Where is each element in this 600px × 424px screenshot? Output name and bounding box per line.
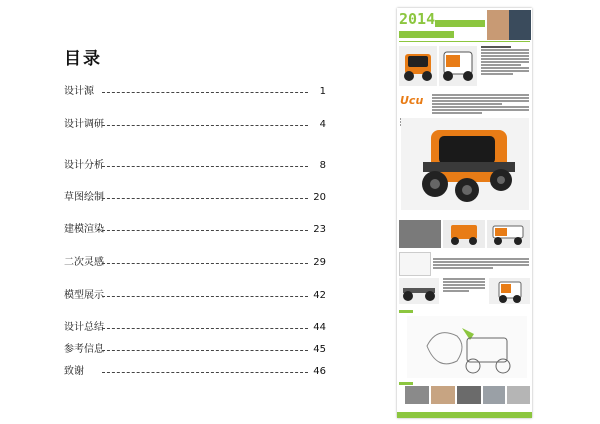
model-photo — [457, 386, 481, 404]
designer-photos — [487, 10, 531, 40]
toc-page: 29 — [313, 257, 326, 268]
vehicle-render-small — [439, 46, 477, 86]
toc-leader — [102, 328, 308, 329]
toc-row[interactable] — [64, 288, 326, 304]
toc-leader — [102, 125, 308, 126]
toc-row[interactable] — [64, 190, 326, 206]
toc-label: 设计分析 — [64, 160, 104, 171]
toc-label: 建模渲染 — [64, 224, 104, 235]
toc-leader — [102, 92, 308, 93]
toc-leader — [102, 263, 308, 264]
poster-header-bar — [435, 20, 485, 27]
vehicle-detail-render — [399, 220, 441, 248]
toc-page: 42 — [313, 290, 326, 301]
vehicle-detail-render — [489, 278, 530, 304]
toc-label: 致谢 — [64, 366, 84, 377]
toc-row[interactable] — [64, 222, 326, 238]
header-rule — [399, 41, 530, 42]
toc-leader — [102, 230, 308, 231]
poster-text-block — [432, 94, 529, 115]
vehicle-hero-render — [401, 118, 529, 210]
model-photo — [507, 386, 530, 404]
toc-leader — [102, 350, 308, 351]
sketch-image — [399, 252, 431, 276]
product-logo: Ucu — [400, 94, 424, 107]
toc-label: 草图绘制 — [64, 192, 104, 203]
design-poster-thumbnail — [397, 8, 532, 418]
designer-photo — [487, 10, 509, 40]
toc-page: 44 — [313, 322, 326, 333]
toc-page: 45 — [313, 344, 326, 355]
toc-page: 4 — [319, 119, 326, 130]
toc-label: 设计总结 — [64, 322, 104, 333]
toc-row[interactable] — [64, 255, 326, 271]
model-photo — [483, 386, 505, 404]
sketch-drawing — [407, 316, 527, 378]
toc-row[interactable] — [64, 117, 326, 133]
toc-label: 设计调研 — [64, 119, 104, 130]
section-marker — [399, 310, 413, 313]
toc-page: 8 — [319, 160, 326, 171]
toc-page: 1 — [319, 86, 326, 97]
toc-page: 23 — [313, 224, 326, 235]
chassis-render — [399, 278, 439, 304]
vehicle-detail-render — [443, 220, 485, 248]
toc-leader — [102, 372, 308, 373]
toc-label: 设计源 — [64, 86, 94, 97]
toc-label: 模型展示 — [64, 290, 104, 301]
toc-row[interactable] — [64, 364, 326, 380]
toc-leader — [102, 166, 308, 167]
poster-text-block — [433, 258, 529, 270]
poster-title-bar — [399, 31, 454, 38]
toc-title: 目录 — [64, 49, 102, 69]
designer-photo — [509, 10, 531, 40]
toc-page: 20 — [313, 192, 326, 203]
poster-year: 2014 — [399, 10, 436, 28]
toc-leader — [102, 296, 308, 297]
poster-footer-bar — [397, 412, 532, 418]
vehicle-render-small — [399, 46, 437, 86]
toc-leader — [102, 198, 308, 199]
section-marker — [399, 382, 413, 385]
toc-label: 二次灵感 — [64, 257, 104, 268]
model-photo — [431, 386, 455, 404]
toc-row[interactable] — [64, 84, 326, 100]
poster-text-block — [443, 278, 485, 293]
vehicle-detail-render — [487, 220, 530, 248]
toc-page: 46 — [313, 366, 326, 377]
poster-text-block — [481, 46, 529, 76]
toc-label: 参考信息 — [64, 344, 104, 355]
poster-header — [397, 8, 532, 48]
toc-row[interactable] — [64, 342, 326, 358]
table-of-contents — [64, 0, 334, 424]
toc-row[interactable] — [64, 320, 326, 336]
toc-row[interactable] — [64, 158, 326, 174]
model-photo — [405, 386, 429, 404]
